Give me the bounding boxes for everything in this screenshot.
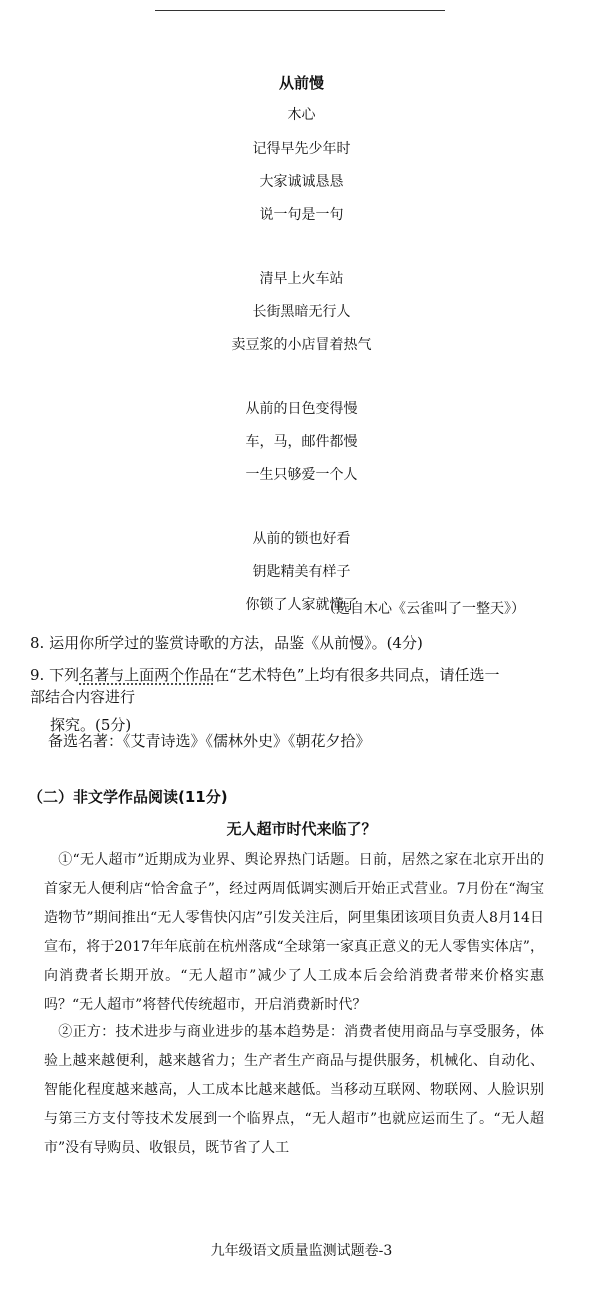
poem-line: 车，马，邮件都慢	[245, 434, 358, 450]
question-9-prefix: 9. 下列	[30, 666, 80, 684]
paragraph-2	[44, 1018, 544, 1163]
question-9-continuation: 探究。(5分)	[50, 716, 132, 734]
paragraph-2-text: ②正方：技术进步与商业进步的基本趋势是：消费者使用商品与享受服务，体验上越来越便利，越来越省力；生产者生产商品与提供服务，机械化、自动化、智能化程度越来越高，人工成本比越来越低。当移动互联网、物联网、人脸识别与第三方支付等技术发展到一个临界点，“无人超市”也就应运而生了。“无人超市”没有导购员、收银员，既节省了人工	[44, 1024, 544, 1156]
poem-line: 清早上火车站	[259, 271, 344, 287]
poem-line: 从前的锁也好看	[252, 531, 351, 547]
article-title: 无人超市时代来临了？	[226, 820, 377, 838]
poem-line: 你锁了人家就懂了	[245, 597, 358, 613]
section-heading: （二）非文学作品阅读(11分)	[28, 788, 228, 806]
poem-line: 大家诚诚恳恳	[259, 174, 344, 190]
poem-line: 一生只够爱一个人	[245, 467, 358, 483]
poem-title: 从前慢	[278, 74, 324, 92]
poem-line: 卖豆浆的小店冒着热气	[231, 337, 372, 353]
poem-line: 从前的日色变得慢	[245, 401, 358, 417]
poem-line: 钥匙精美有样子	[252, 564, 351, 580]
paragraph-1	[44, 846, 544, 1020]
paragraph-1-text: ①“无人超市”近期成为业界、舆论界热门话题。日前，居然之家在北京开出的首家无人便利店“恰舍盒子”，经过两周低调实测后开始正式营业。7月份在“淘宝造物节”期间推出“无人零售快闪店”引发关注后，阿里集团该项目负责人8月14日宣布，将于2017年年底前在杭州落成“全球第一家真正意义的无人零售实体店”，向消费者长期开放。“无人超市”减少了人工成本后会给消费者带来价格实惠吗？“无人超市”将替代传统超市，开启消费新时代？	[44, 852, 544, 1013]
poem-line: 长街黑暗无行人	[252, 304, 351, 320]
stanza-1	[0, 140, 603, 224]
question-9-text: 在“艺术特色”上均有很多共同点，请任选一部结合内容进行	[30, 666, 500, 706]
poem	[0, 74, 603, 660]
poem-author: 木心	[287, 107, 316, 123]
question-9	[30, 664, 510, 736]
poem-source: （选自木心《云雀叫了一整天》）	[322, 601, 525, 617]
question-8: 8. 运用你所学过的鉴赏诗歌的方法，品鉴《从前慢》。(4分)	[30, 634, 423, 652]
stanza-3	[0, 400, 603, 484]
poem-line: 说一句是一句	[259, 207, 344, 223]
stanza-2	[0, 270, 603, 354]
question-9-emphasis: 名著与上面两个作品	[79, 666, 215, 684]
book-options: 备选名著：《艾青诗选》《儒林外史》《朝花夕拾》	[48, 732, 371, 750]
poem-line: 记得早先少年时	[252, 141, 351, 157]
page-footer: 九年级语文质量监测试题卷-3	[210, 1243, 393, 1259]
top-rule	[155, 10, 445, 11]
